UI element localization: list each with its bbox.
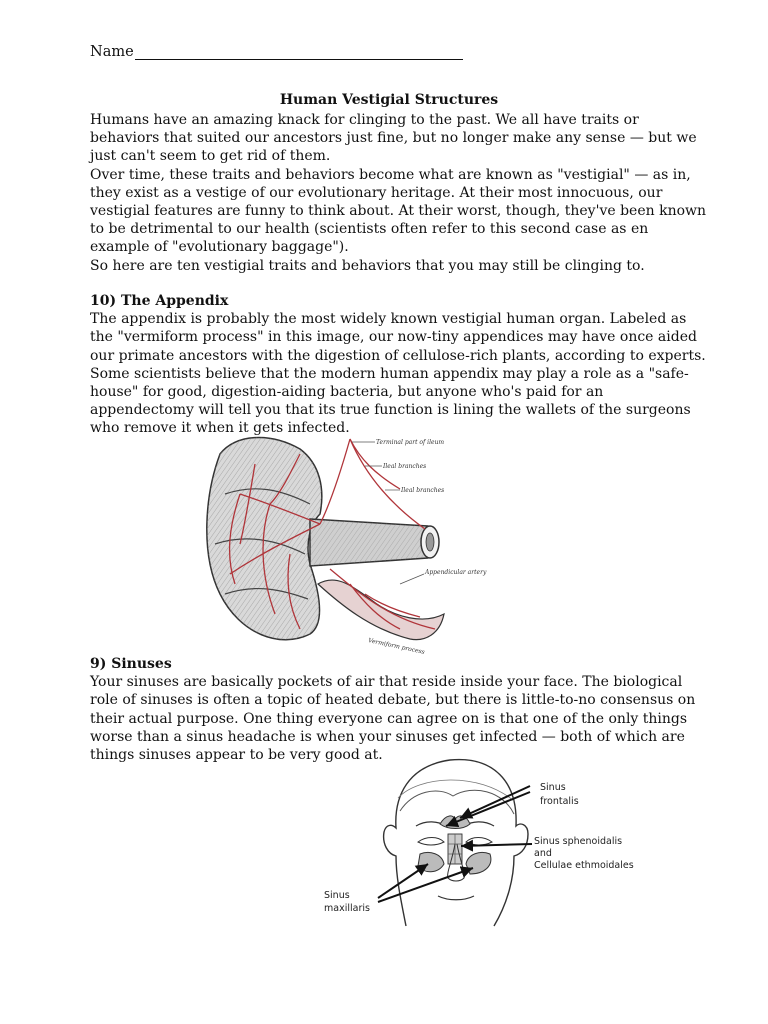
label-sinus-frontalis: Sinus bbox=[540, 782, 566, 793]
section-sinuses bbox=[90, 655, 710, 764]
intro-paragraph: Over time, these traits and behaviors become what are known as "vestigial" — as in, they exist as a vestige of our evolutionary heritage. At their most innocuous, our vestigial features are funny to think about. At their worst, though, they've been known to be detrimental to our health (scientists often refer to this second case as en example of "evolutionary baggage"). bbox=[90, 166, 707, 256]
sinuses-illustration bbox=[318, 756, 648, 928]
label-cellulae-ethmoidales: Cellulae ethmoidales bbox=[534, 860, 634, 871]
label-sinus-sphenoidalis: Sinus sphenoidalis bbox=[534, 836, 623, 847]
name-blank-line[interactable] bbox=[135, 45, 463, 60]
name-field[interactable] bbox=[90, 44, 463, 60]
label-terminal-ileum: Terminal part of ileum bbox=[376, 439, 445, 446]
name-label: Name bbox=[90, 44, 134, 60]
section-appendix bbox=[90, 292, 710, 438]
label-vermiform-process: Vermiform process bbox=[367, 637, 426, 656]
section-heading: 9) Sinuses bbox=[90, 656, 172, 672]
appendix-illustration bbox=[200, 434, 487, 656]
intro-paragraph: Humans have an amazing knack for clinging to the past. We all have traits or behaviors that suited our ancestors just fine, but no longer make any sense — but we just can't seem to get rid of them. bbox=[90, 112, 697, 165]
label-sinus-maxillaris: maxillaris bbox=[324, 903, 370, 914]
label-appendicular-artery: Appendicular artery bbox=[425, 569, 487, 576]
label-sinus-frontalis: frontalis bbox=[540, 796, 579, 807]
section-body: Your sinuses are basically pockets of air that reside inside your face. The biological role of sinuses is often a topic of heated debate, but there is little-to-no consensus on their actual purpose. One thing everyone can agree on is that one of the only things worse than a sinus headache is when your sinuses get infected — both of which are things sinuses appear to be very good at. bbox=[90, 674, 696, 764]
label-sinus-sphenoidalis: and bbox=[534, 848, 552, 859]
label-ileal-branches: Ileal branches bbox=[383, 463, 427, 470]
intro-paragraph: So here are ten vestigial traits and behaviors that you may still be clinging to. bbox=[90, 257, 645, 274]
document-title: Human Vestigial Structures bbox=[279, 92, 499, 108]
section-heading: 10) The Appendix bbox=[90, 293, 229, 309]
label-sinus-maxillaris: Sinus bbox=[324, 890, 350, 901]
section-body: The appendix is probably the most widely known vestigial human organ. Labeled as the "vermiform process" in this image, our now-tiny appendices may have once aided our primate ancestors with the digestion of cellulose-rich plants, according to experts. Some scientists believe that the modern human appendix may play a role as a "safe-house" for good, digestion-aiding bacteria, but anyone who's paid for an appendectomy will tell you that its true function is lining the wallets of the surgeons who remove it when it gets infected. bbox=[90, 311, 706, 437]
intro-text bbox=[90, 111, 710, 275]
label-ileal-branches: Ileal branches bbox=[401, 487, 445, 494]
